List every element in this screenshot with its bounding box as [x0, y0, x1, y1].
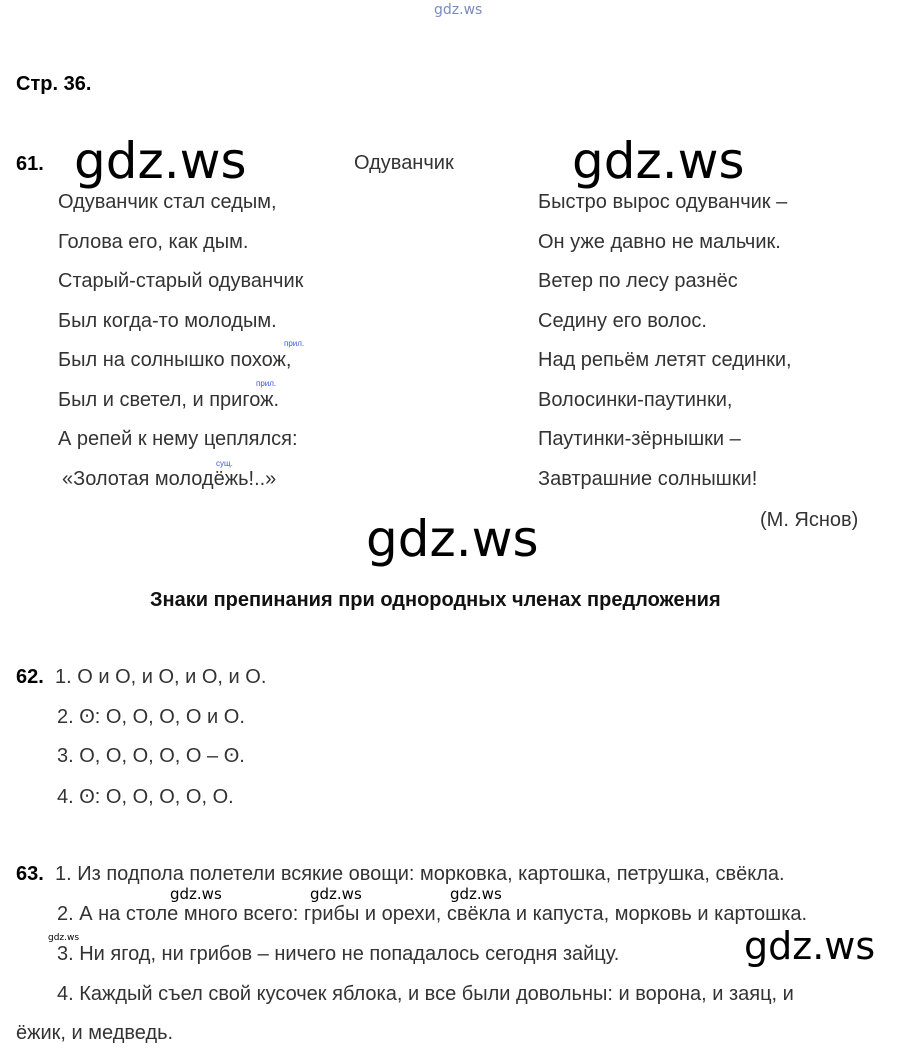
exercise-62-line: 3. О, О, О, О, О – ʘ. [57, 745, 245, 767]
exercise-63-number: 63. [16, 863, 44, 885]
exercise-62-line: 1. О и О, и О, и О, и О. [55, 666, 267, 688]
poem-left-line: Голова его, как дым. [58, 231, 249, 253]
watermark-big-center: gdz.ws [366, 510, 539, 568]
exercise-61-number: 61. [16, 153, 44, 175]
poem-left-line: А репей к нему цеплялся: [58, 428, 298, 450]
poem-left-line: Был когда-то молодым. [58, 310, 277, 332]
poem-right-line: Ветер по лесу разнёс [538, 270, 738, 292]
poem-left-line: Был на солнышко похож, [58, 349, 292, 371]
poem-title: Одуванчик [354, 152, 454, 174]
page-label: Стр. 36. [16, 73, 92, 95]
watermark-mid-right: gdz.ws [744, 924, 876, 968]
watermark-big-right: gdz.ws [572, 132, 745, 190]
annotation-adjective: прил. [284, 339, 305, 348]
exercise-63-line: 4. Каждый съел свой кусочек яблока, и все были довольны: и ворона, и заяц, и [57, 983, 794, 1005]
watermark-small: gdz.ws [310, 885, 362, 903]
poem-left-line: «Золотая молодёжь!..» [62, 468, 277, 490]
watermark-small: gdz.ws [450, 885, 502, 903]
exercise-63-line: ёжик, и медведь. [16, 1022, 174, 1044]
exercise-62-number: 62. [16, 666, 44, 688]
poem-right-line: Паутинки-зёрнышки – [538, 428, 741, 450]
poem-right-line: Быстро вырос одуванчик – [538, 191, 788, 213]
poem-right-line: Над репьём летят сединки, [538, 349, 792, 371]
exercise-63-line: 3. Ни ягод, ни грибов – ничего не попадалось сегодня зайцу. [57, 943, 620, 965]
poem-right-line: Волосинки-паутинки, [538, 389, 733, 411]
annotation-noun: сущ. [216, 459, 233, 468]
watermark-small: gdz.ws [170, 885, 222, 903]
watermark-top: gdz.ws [434, 2, 483, 18]
poem-left-line: Старый-старый одуванчик [58, 270, 304, 292]
exercise-63-line: 1. Из подпола полетели всякие овощи: морковка, картошка, петрушка, свёкла. [55, 863, 785, 885]
exercise-63-line: 2. А на столе много всего: грибы и орехи, свёкла и капуста, морковь и картошка. [57, 903, 808, 925]
exercise-62-line: 2. ʘ: О, О, О, О и О. [57, 706, 245, 728]
poem-right-line: Он уже давно не мальчик. [538, 231, 781, 253]
exercise-62-line: 4. ʘ: О, О, О, О, О. [57, 786, 234, 808]
annotation-adjective: прил. [256, 379, 277, 388]
section-title: Знаки препинания при однородных членах предложения [150, 589, 721, 611]
poem-author: (М. Яснов) [760, 509, 859, 531]
poem-left-line: Был и светел, и пригож. [58, 389, 280, 411]
poem-left-line: Одуванчик стал седым, [58, 191, 277, 213]
poem-right-line: Седину его волос. [538, 310, 707, 332]
watermark-big-left: gdz.ws [74, 132, 247, 190]
watermark-tiny: gdz.ws [48, 933, 80, 943]
poem-right-line: Завтрашние солнышки! [538, 468, 758, 490]
